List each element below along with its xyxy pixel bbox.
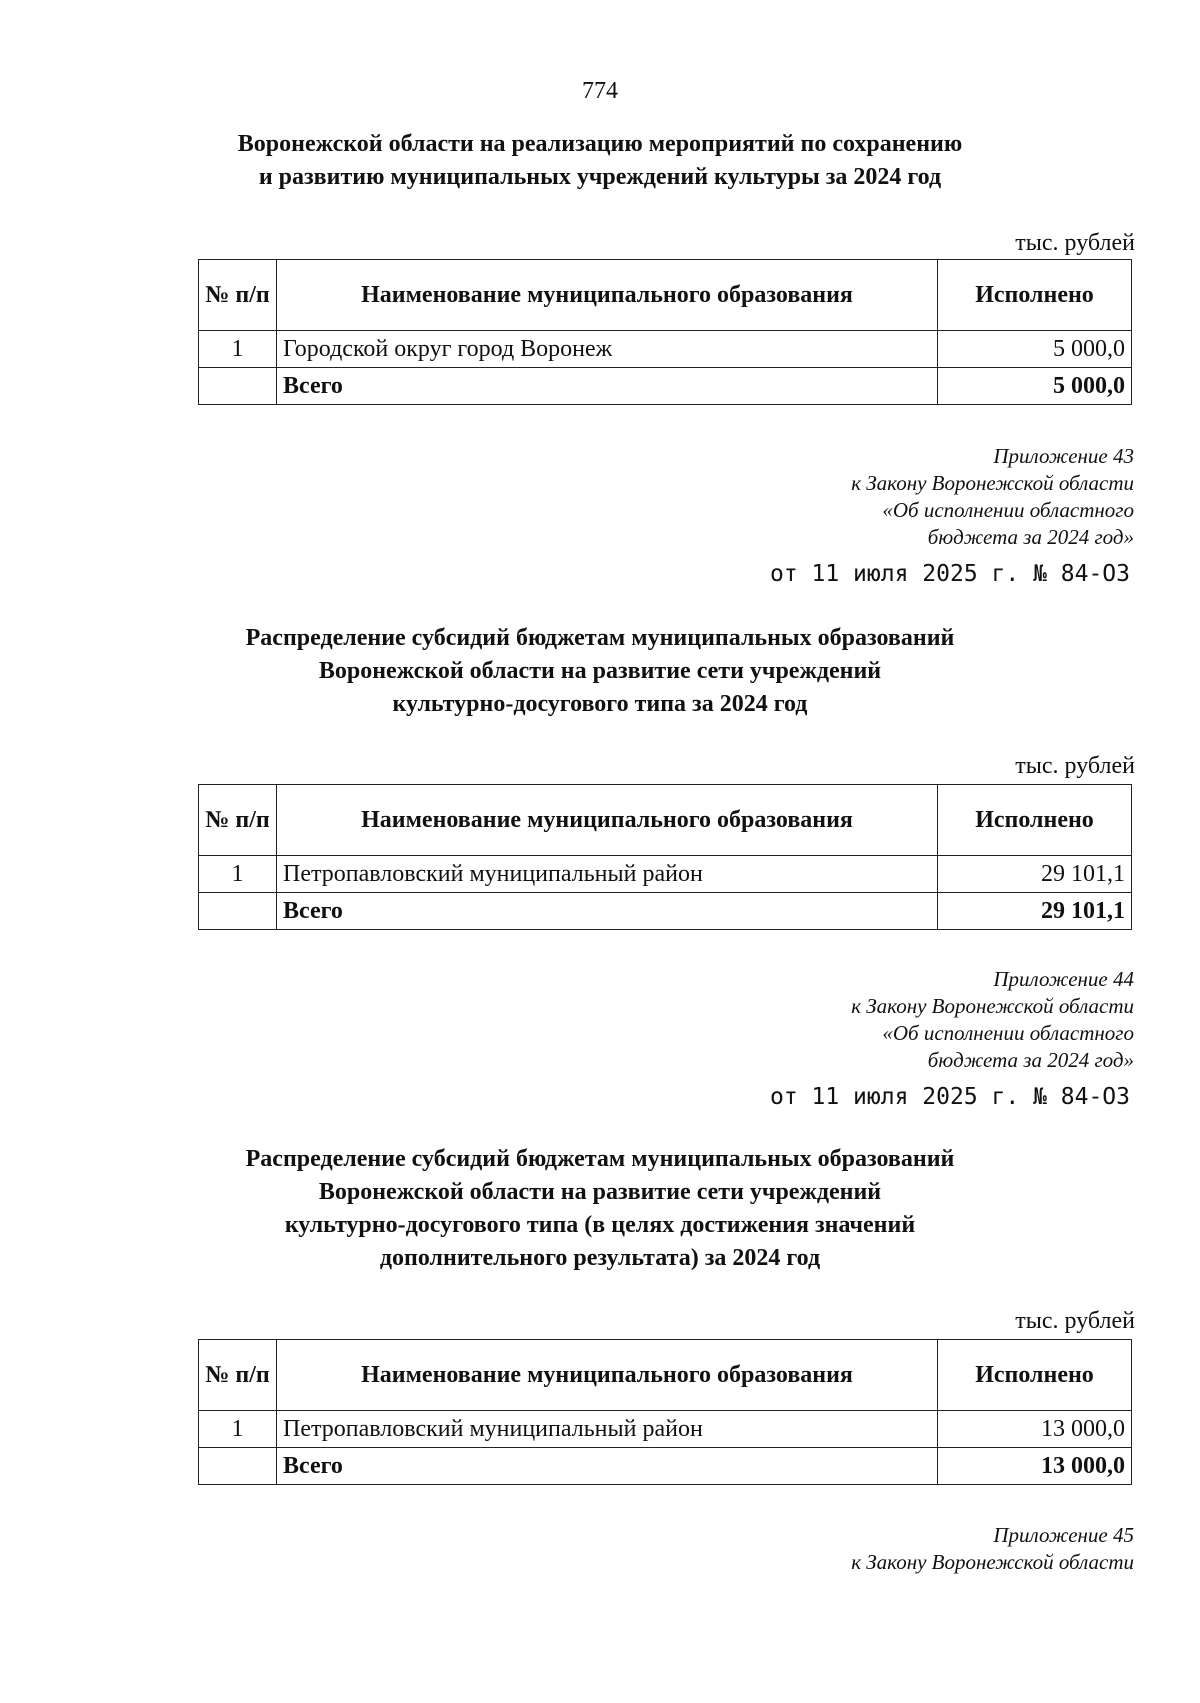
table-row — [199, 856, 1132, 893]
budget-table — [198, 259, 1132, 405]
title-line: Воронежской области на развитие сети учреждений — [318, 1179, 882, 1205]
row-name: Петропавловский муниципальный район — [277, 1411, 938, 1448]
total-amount: 13 000,0 — [938, 1448, 1132, 1485]
total-num-empty — [199, 893, 277, 930]
header-name: Наименование муниципального образования — [277, 785, 938, 856]
total-label: Всего — [277, 368, 938, 405]
appendix-line: Приложение 44 — [993, 967, 1134, 991]
appendix-line: бюджета за 2024 год» — [927, 525, 1134, 549]
title-line: Распределение субсидий бюджетам муниципальных образований — [245, 1146, 955, 1172]
table-header-row — [199, 260, 1132, 331]
total-row — [199, 1448, 1132, 1485]
row-name: Петропавловский муниципальный район — [277, 856, 938, 893]
appendix-line: Приложение 45 — [993, 1523, 1134, 1547]
total-num-empty — [199, 368, 277, 405]
header-num: № п/п — [199, 785, 277, 856]
appendix-note — [851, 966, 1134, 1074]
section-title — [0, 128, 1200, 194]
title-line: дополнительного результата) за 2024 год — [379, 1245, 821, 1271]
total-label: Всего — [277, 893, 938, 930]
title-line: культурно-досугового типа за 2024 год — [392, 691, 808, 717]
row-num: 1 — [199, 856, 277, 893]
appendix-line: бюджета за 2024 год» — [927, 1048, 1134, 1072]
total-label: Всего — [277, 1448, 938, 1485]
total-amount: 5 000,0 — [938, 368, 1132, 405]
header-amount: Исполнено — [938, 785, 1132, 856]
appendix-note — [851, 443, 1134, 551]
decree-reference: от 11 июля 2025 г. № 84-ОЗ — [769, 561, 1130, 587]
units-label: тыс. рублей — [1015, 230, 1135, 256]
section-title — [0, 1143, 1200, 1275]
appendix-line: к Закону Воронежской области — [851, 994, 1134, 1018]
header-amount: Исполнено — [938, 1340, 1132, 1411]
title-line: культурно-досугового типа (в целях достижения значений — [284, 1212, 916, 1238]
title-line: Воронежской области на реализацию мероприятий по сохранению — [237, 131, 963, 157]
table-row — [199, 331, 1132, 368]
appendix-note — [851, 1522, 1134, 1576]
total-row — [199, 893, 1132, 930]
page-number: 774 — [582, 78, 618, 104]
title-line: и развитию муниципальных учреждений культуры за 2024 год — [258, 164, 942, 190]
budget-table — [198, 784, 1132, 930]
header-name: Наименование муниципального образования — [277, 260, 938, 331]
budget-table — [198, 1339, 1132, 1485]
total-row — [199, 368, 1132, 405]
total-amount: 29 101,1 — [938, 893, 1132, 930]
appendix-line: «Об исполнении областного — [882, 498, 1134, 522]
row-num: 1 — [199, 331, 277, 368]
table-header-row — [199, 785, 1132, 856]
units-label: тыс. рублей — [1015, 753, 1135, 779]
table-row — [199, 1411, 1132, 1448]
appendix-line: к Закону Воронежской области — [851, 471, 1134, 495]
header-name: Наименование муниципального образования — [277, 1340, 938, 1411]
table-header-row — [199, 1340, 1132, 1411]
header-num: № п/п — [199, 1340, 277, 1411]
header-amount: Исполнено — [938, 260, 1132, 331]
row-amount: 5 000,0 — [938, 331, 1132, 368]
header-num: № п/п — [199, 260, 277, 331]
decree-reference: от 11 июля 2025 г. № 84-ОЗ — [769, 1084, 1130, 1110]
row-num: 1 — [199, 1411, 277, 1448]
appendix-line: к Закону Воронежской области — [851, 1550, 1134, 1574]
total-num-empty — [199, 1448, 277, 1485]
appendix-line: Приложение 43 — [993, 444, 1134, 468]
row-amount: 29 101,1 — [938, 856, 1132, 893]
title-line: Распределение субсидий бюджетам муниципальных образований — [245, 625, 955, 651]
appendix-line: «Об исполнении областного — [882, 1021, 1134, 1045]
row-amount: 13 000,0 — [938, 1411, 1132, 1448]
row-name: Городской округ город Воронеж — [277, 331, 938, 368]
section-title — [0, 622, 1200, 721]
units-label: тыс. рублей — [1015, 1308, 1135, 1334]
title-line: Воронежской области на развитие сети учреждений — [318, 658, 882, 684]
